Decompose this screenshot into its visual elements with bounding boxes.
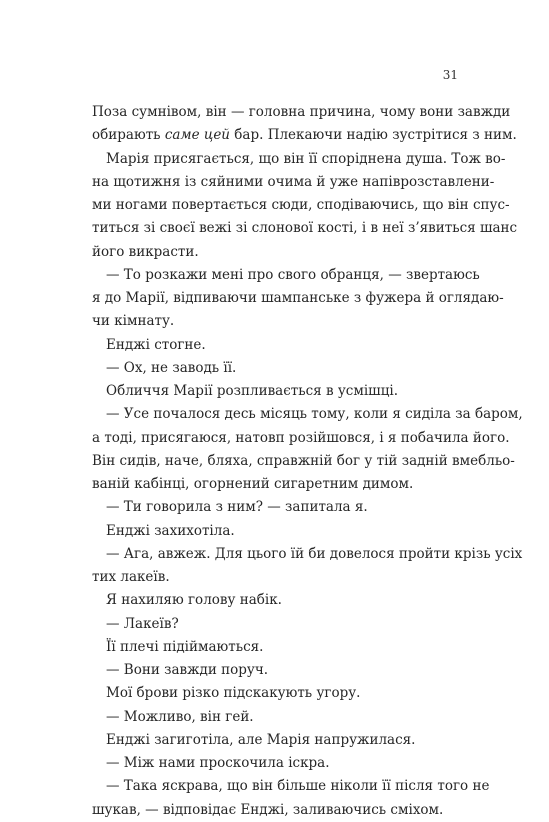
text-line: Марія присягається, що він її споріднена душа. Тож во- bbox=[106, 150, 506, 167]
text-line: а тоді, присягаюся, натовп розійшовся, і я побачила його. bbox=[92, 429, 510, 446]
text-line: чи кімнату. bbox=[92, 313, 175, 330]
text-line: Енджі стогне. bbox=[106, 336, 206, 353]
text-line bbox=[92, 124, 517, 147]
text-line: титься зі своєї вежі зі слонової кості, і в неї з’явиться шанс bbox=[92, 220, 518, 237]
text-line: тих лакеїв. bbox=[92, 569, 170, 585]
text-line: ми ногами повертається сюди, сподіваючись, що він спус- bbox=[92, 197, 510, 213]
text-line: — Усе почалося десь місяць тому, коли я сиділа за баром, bbox=[106, 406, 523, 423]
text-line: Обличчя Марії розпливається в усмішці. bbox=[106, 383, 399, 399]
text-line: його викрасти. bbox=[92, 243, 199, 260]
text-segment: обирають bbox=[92, 127, 165, 144]
text-line: Енджі захихотіла. bbox=[106, 522, 235, 539]
body-text bbox=[92, 101, 523, 822]
text-line: — Ага, авжеж. Для цього їй би довелося пройти крізь усіх bbox=[106, 545, 523, 562]
text-line: на щотижня із сяйними очима й уже напіврозставлени- bbox=[92, 173, 495, 190]
text-line: ваній кабінці, огорнений сигаретним димом. bbox=[92, 476, 414, 492]
text-line: — Лакеїв? bbox=[106, 615, 179, 632]
text-line: — Можливо, він гей. bbox=[106, 708, 254, 725]
text-line: Поза сумнівом, він — головна причина, чому вони завжди bbox=[92, 104, 511, 120]
text-line: Енджі загиготіла, але Марія напружилася. bbox=[106, 731, 416, 748]
page-number: 31 bbox=[442, 68, 458, 82]
text-line: — Ох, не заводь її. bbox=[106, 359, 237, 376]
text-line: Її плечі підіймаються. bbox=[106, 638, 264, 655]
text-line: Я нахиляю голову набік. bbox=[106, 592, 282, 609]
text-line: Він сидів, наче, бляха, справжній бог у тій задній вмебльо- bbox=[92, 452, 515, 469]
text-line: — Така яскрава, що він більше ніколи її після того не bbox=[106, 778, 490, 795]
text-line: — То розкажи мені про свого обранця, — звертаюсь bbox=[106, 266, 480, 283]
text-line: — Ти говорила з ним? — запитала я. bbox=[106, 499, 368, 516]
text-line: — Вони завжди поруч. bbox=[106, 662, 269, 678]
text-segment: бар. Плекаючи надію зустрітися з ним. bbox=[230, 127, 517, 144]
text-line: я до Марії, відпиваючи шампанське з фужера й оглядаю- bbox=[92, 290, 504, 306]
text-line: Мої брови різко підскакують угору. bbox=[106, 685, 361, 702]
text-line: шукав, — відповідає Енджі, заливаючись сміхом. bbox=[92, 801, 444, 818]
emphasized-text: саме цей bbox=[164, 127, 230, 144]
text-line: — Між нами проскочила іскра. bbox=[106, 755, 330, 771]
